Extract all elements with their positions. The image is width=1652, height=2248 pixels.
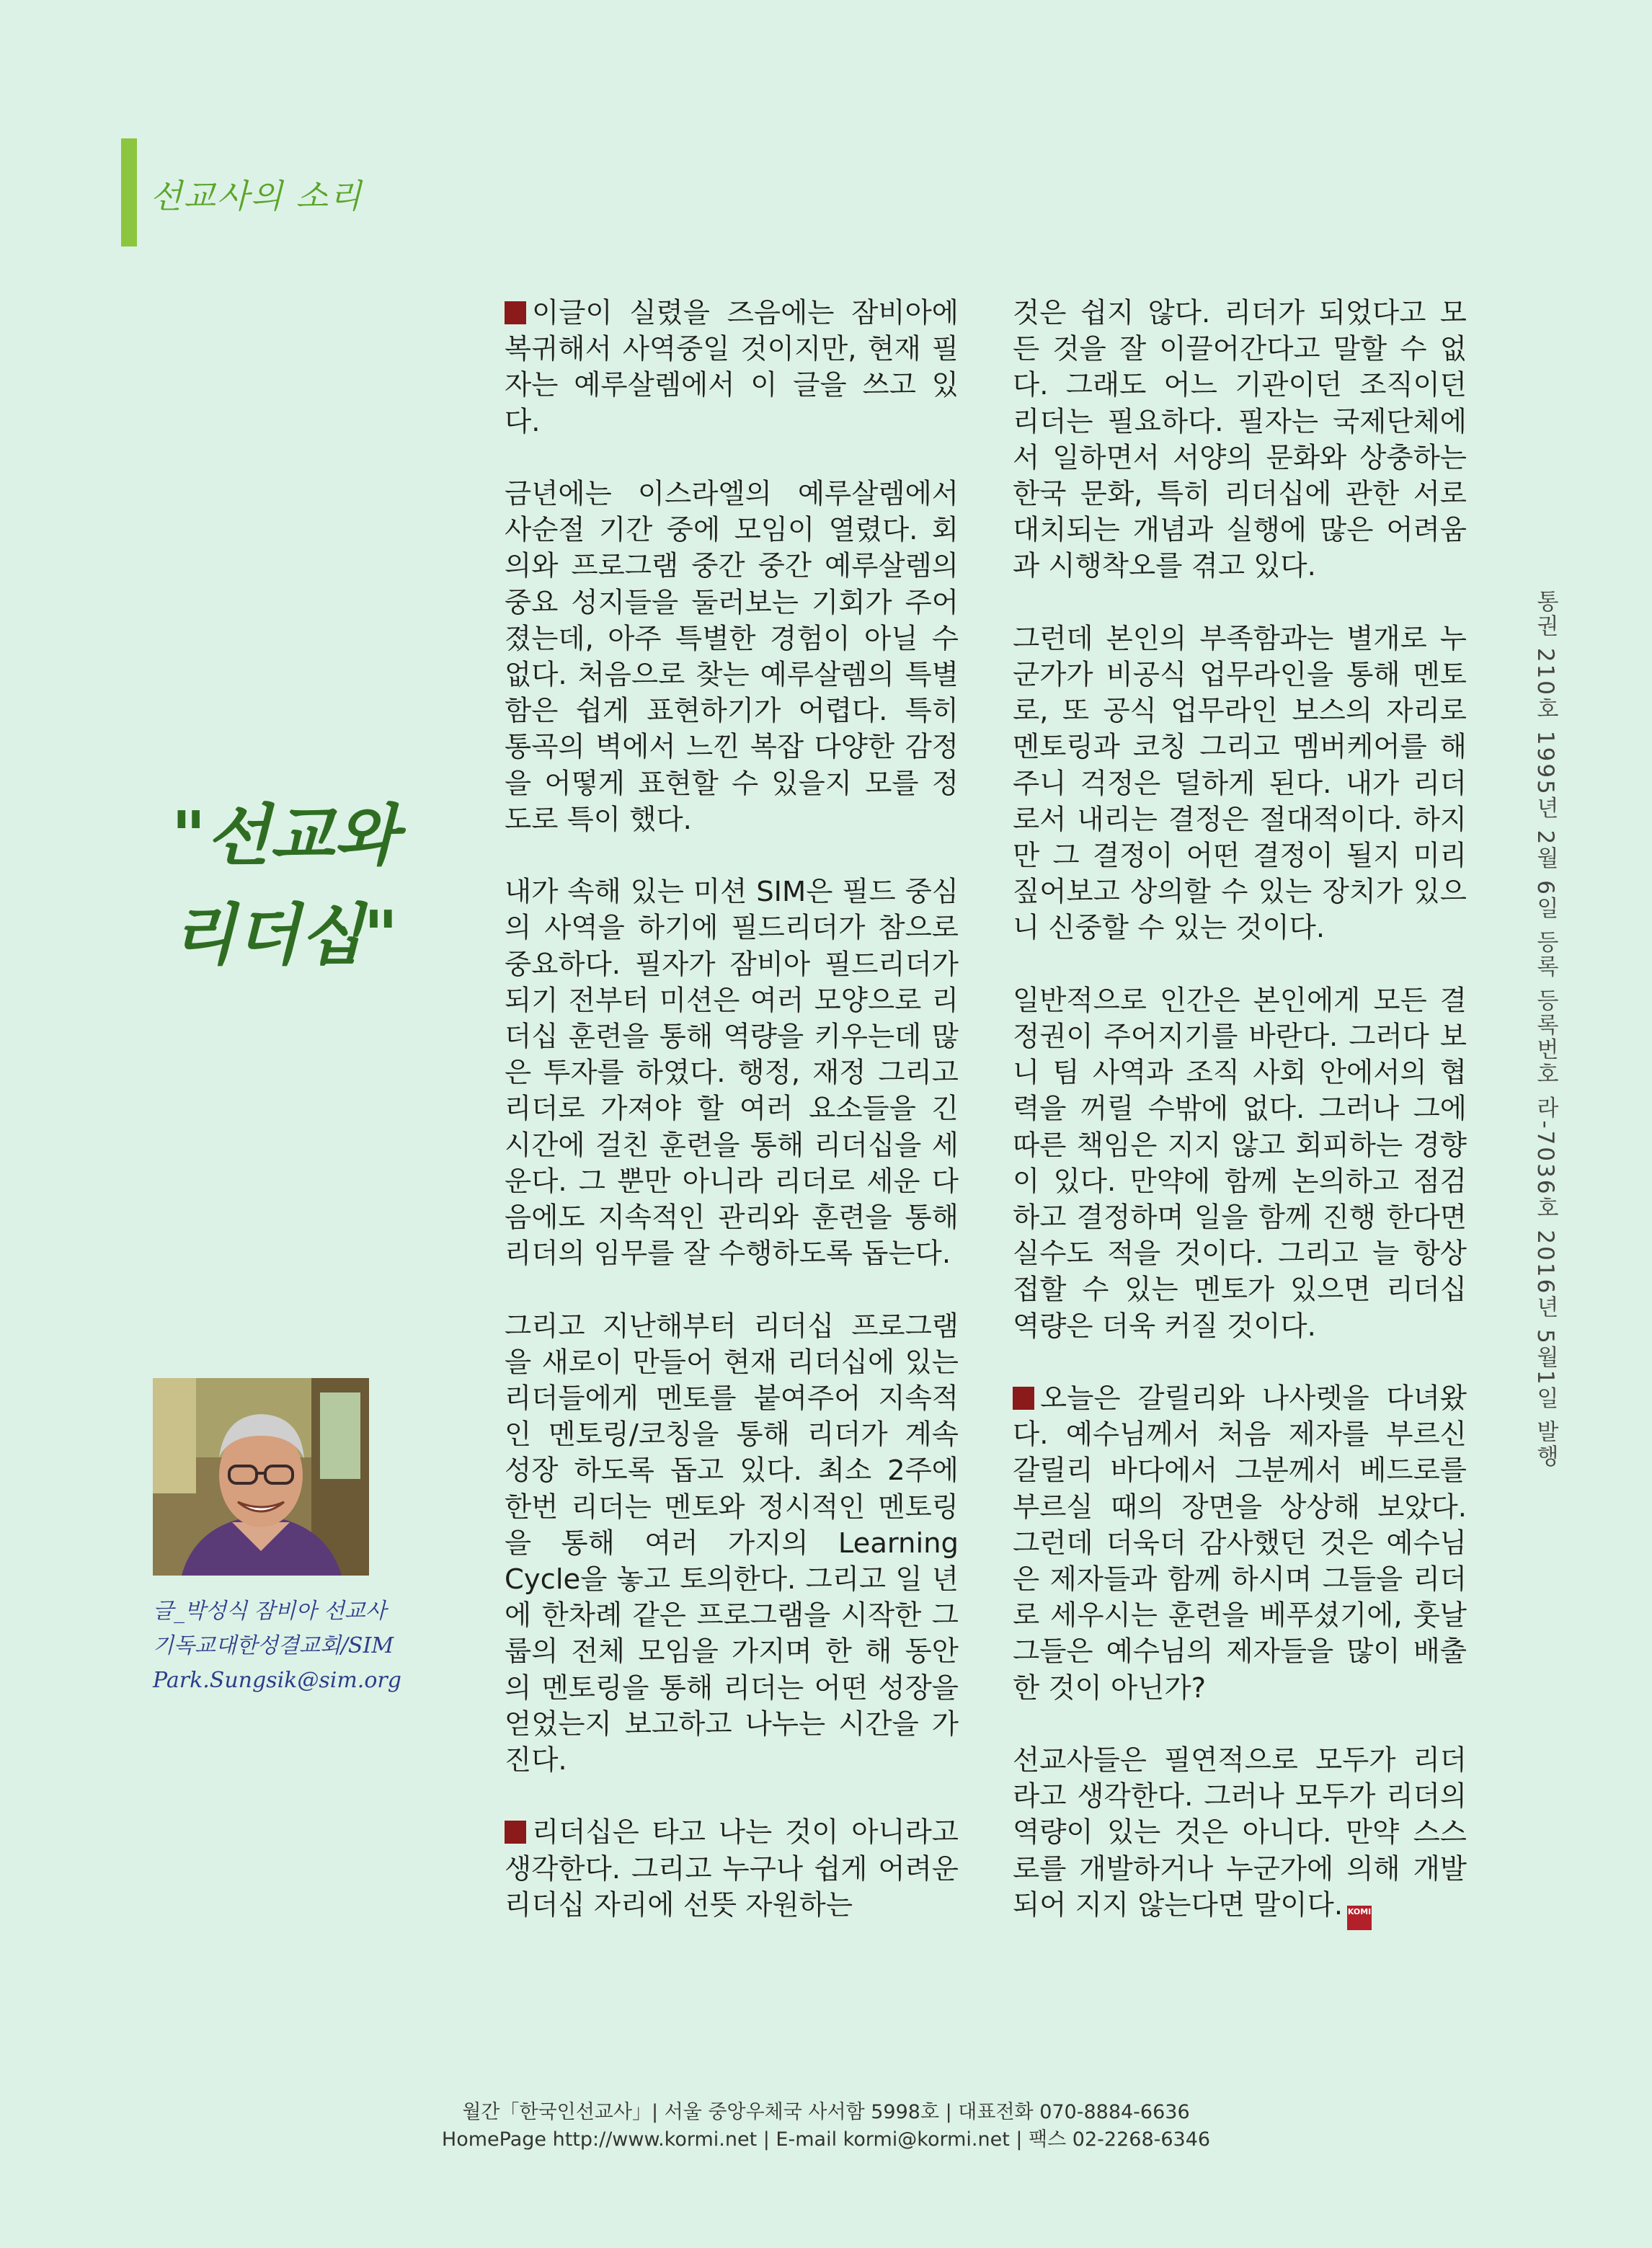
author-affiliation: 기독교대한성결교회/SIM xyxy=(153,1633,394,1658)
paragraph-marker-icon xyxy=(505,301,526,324)
paragraph-marker-icon xyxy=(505,1821,526,1844)
paragraph: 오늘은 갈릴리와 나사렛을 다녀왔다. 예수님께서 처음 제자를 부르신 갈릴리 바다에서 그분께서 베드로를 부르실 때의 장면을 상상해 보았다. 그런데 더욱더 감사했던 것은 예수님은 제자들과 함께 하시며 그들을 리더로 세우시는 훈련을 베푸셨기에, 훗날 그들은 예수님의 제자들을 많이 배출한 것이 아닌가? xyxy=(1013,1382,1467,1705)
paragraph: 것은 쉽지 않다. 리더가 되었다고 모든 것을 잘 이끌어간다고 말할 수 없다. 그래도 어느 기관이던 조직이던 리더는 필요하다. 필자는 국제단체에서 일하면서 서양의 문화와 상충하는 한국 문화, 특히 리더십에 관한 서로 대치되는 개념과 실행에 많은 어려움과 시행착오를 겪고 있다. xyxy=(1013,297,1467,583)
article-column-right xyxy=(1013,296,1467,1966)
page-footer xyxy=(0,2099,1652,2154)
paragraph: 선교사들은 필연적으로 모두가 리더라고 생각한다. 그러나 모두가 리더의 역량이 있는 것은 아니다. 만약 스스로를 개발하거나 누군가에 의해 개발되어 지지 않는다면 말이다. KOMI xyxy=(1013,1743,1467,1930)
paragraph: 이글이 실렸을 즈음에는 잠비아에 복귀해서 사역중일 것이지만, 현재 필자는 예루살렘에서 이 글을 쓰고 있다. xyxy=(505,297,959,438)
headline-line-2: 리더십" xyxy=(171,896,399,974)
paragraph: 내가 속해 있는 미션 SIM은 필드 중심의 사역을 하기에 필드리더가 참으로 중요하다. 필자가 잠비아 필드리더가 되기 전부터 미션은 여러 모양으로 리더십 훈련을 통해 역량을 키우는데 많은 투자를 하였다. 행정, 재정 그리고 리더로 가져야 할 여러 요소들을 긴 시간에 걸친 훈련을 통해 리더십을 세운다. 그 뿐만 아니라 리더로 세운 다음에도 지속적인 관리와 훈련을 통해 리더의 임무를 잘 수행하도록 돕는다. xyxy=(505,876,959,1271)
komi-end-mark-icon: KOMI xyxy=(1347,1906,1372,1930)
paragraph: 일반적으로 인간은 본인에게 모든 결정권이 주어지기를 바란다. 그러다 보니 팀 사역과 조직 사회 안에서의 협력을 꺼릴 수밖에 없다. 그러나 그에 따른 책임은 지지 않고 회피하는 경향이 있다. 만약에 함께 논의하고 점검하고 결정하며 일을 함께 진행 한다면 실수도 적을 것이다. 그리고 늘 항상 접할 수 있는 멘토가 있으면 리더십 역량은 더욱 커질 것이다. xyxy=(1013,984,1467,1343)
article-column-left xyxy=(505,296,959,1960)
footer-address: 월간「한국인선교사」| 서울 중앙우체국 사서함 5998호 | 대표전화 070-8884-6636 xyxy=(462,2101,1190,2123)
paragraph: 그리고 지난해부터 리더십 프로그램을 새로이 만들어 현재 리더십에 있는 리더들에게 멘토를 붙여주어 지속적인 멘토링/코칭을 통해 리더가 계속 성장 하도록 돕고 있다. 최소 2주에 한번 리더는 멘토와 정시적인 멘토링을 통해 여러 가지의 Learning Cycle을 놓고 토의한다. 그리고 일 년에 한차례 같은 프로그램을 시작한 그룹의 전체 모임을 가지며 한 해 동안의 멘토링을 통해 리더는 어떤 성장을 얻었는지 보고하고 나누는 시간을 가진다. xyxy=(505,1310,959,1777)
headline-line-1: "선교와 xyxy=(171,796,399,874)
article-headline xyxy=(166,786,404,985)
author-name: 글_박성식 잠비아 선교사 xyxy=(153,1599,386,1624)
paragraph: 리더십은 타고 나는 것이 아니라고 생각한다. 그리고 누구나 쉽게 어려운 리더십 자리에 선뜻 자원하는 xyxy=(505,1816,959,1922)
paragraph-marker-icon xyxy=(1013,1387,1034,1410)
author-email: Park.Sungsik@sim.org xyxy=(153,1668,401,1693)
paragraph: 금년에는 이스라엘의 예루살렘에서 사순절 기간 중에 모임이 열렸다. 회의와 프로그램 중간 중간 예루살렘의 중요 성지들을 둘러보는 기회가 주어졌는데, 아주 특별한 경험이 아닐 수 없다. 처음으로 찾는 예루살렘의 특별함은 쉽게 표현하기가 어렵다. 특히 통곡의 벽에서 느낀 복잡 다양한 감정을 어떻게 표현할 수 있을지 모를 정도로 특이 했다. xyxy=(505,478,959,836)
section-label: 선교사의 소리 xyxy=(150,177,363,216)
publication-info: 통권 210호 1995년 2월 6일 등록 등록번호 라-7036호 2016년 5월1일 발행 xyxy=(1532,590,1558,1470)
author-photo xyxy=(153,1378,369,1576)
author-info xyxy=(153,1594,412,1698)
section-accent-bar xyxy=(121,138,137,246)
paragraph: 그런데 본인의 부족함과는 별개로 누군가가 비공식 업무라인을 통해 멘토로, 또 공식 업무라인 보스의 자리로 멘토링과 코칭 그리고 멤버케어를 해주니 걱정은 덜하게 된다. 내가 리더로서 내리는 결정은 절대적이다. 하지만 그 결정이 어떤 결정이 될지 미리 짚어보고 상의할 수 있는 장치가 있으니 신중할 수 있는 것이다. xyxy=(1013,622,1467,945)
footer-contact: HomePage http://www.kormi.net | E-mail kormi@kormi.net | 팩스 02-2268-6346 xyxy=(441,2128,1211,2151)
